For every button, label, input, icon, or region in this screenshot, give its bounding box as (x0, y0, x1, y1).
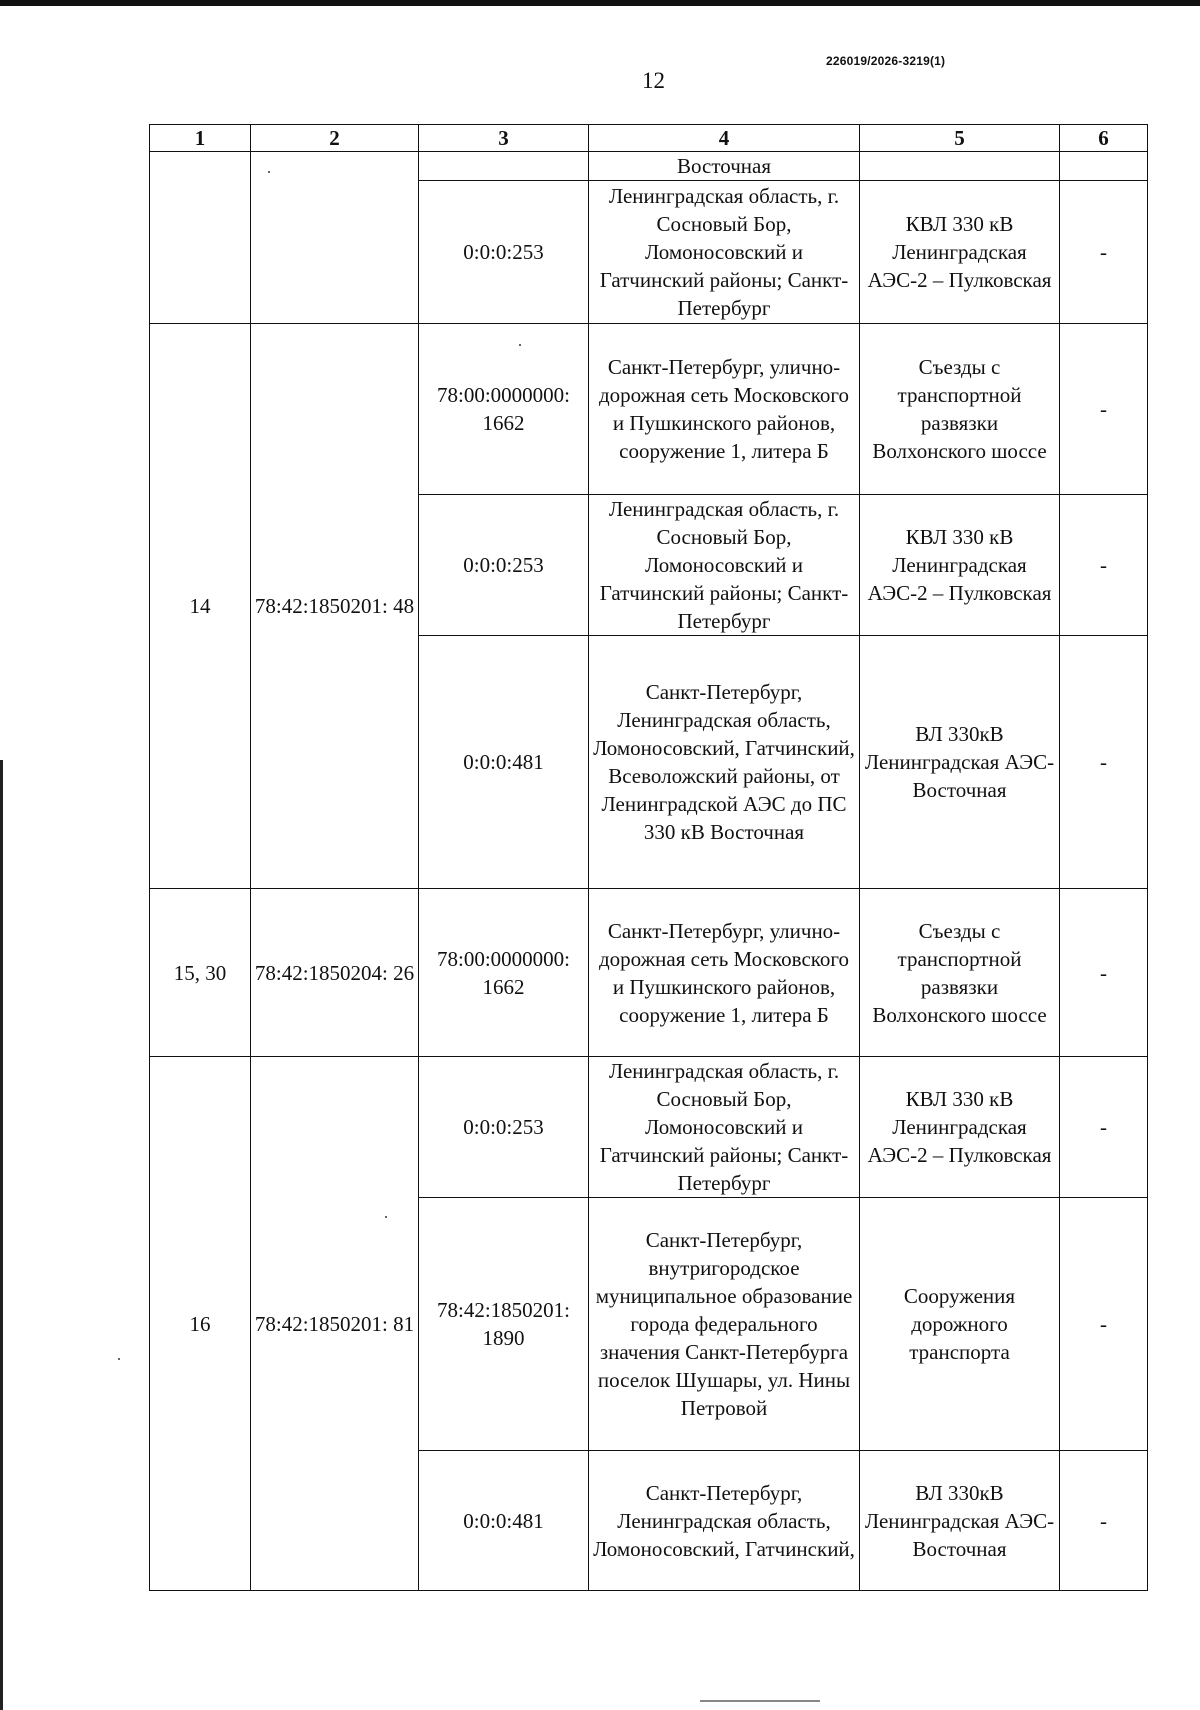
cadastral-number-cell: 78:42:1850201: 48 (251, 324, 419, 889)
object-name-cell: ВЛ 330кВ Ленинградская АЭС-Восточная (860, 1451, 1060, 1591)
scan-speck (118, 1358, 120, 1360)
note-cell: - (1060, 324, 1148, 495)
object-cadastral-cell (419, 152, 589, 181)
table-row (150, 152, 1148, 181)
location-cell: Санкт-Петербург, улично-дорожная сеть Московского и Пушкинского районов, сооружение 1, литера Б (589, 889, 860, 1057)
object-name-cell: Сооружения дорожного транспорта (860, 1198, 1060, 1451)
object-name-cell: КВЛ 330 кВ Ленинградская АЭС-2 – Пулковская (860, 181, 1060, 324)
row-number-cell: 15, 30 (150, 889, 251, 1057)
scan-speck (385, 1216, 387, 1218)
object-name-cell: ВЛ 330кВ Ленинградская АЭС-Восточная (860, 636, 1060, 889)
object-cadastral-cell: 78:42:1850201: 1890 (419, 1198, 589, 1451)
note-cell: - (1060, 1451, 1148, 1591)
location-cell: Санкт-Петербург, улично-дорожная сеть Московского и Пушкинского районов, сооружение 1, литера Б (589, 324, 860, 495)
column-header: 6 (1060, 125, 1148, 152)
table-row (150, 889, 1148, 1057)
column-header: 5 (860, 125, 1060, 152)
object-name-cell: КВЛ 330 кВ Ленинградская АЭС-2 – Пулковская (860, 1057, 1060, 1198)
location-cell: Санкт-Петербург, внутригородское муниципальное образование города федерального значения Санкт-Петербурга поселок Шушары, ул. Нины Петровой (589, 1198, 860, 1451)
note-cell: - (1060, 1057, 1148, 1198)
object-cadastral-cell: 0:0:0:481 (419, 1451, 589, 1591)
land-plot-table (149, 124, 1148, 1591)
note-cell (1060, 152, 1148, 181)
location-cell: Санкт-Петербург, Ленинградская область, Ломоносовский, Гатчинский, Всеволожский районы, от Ленинградской АЭС до ПС 330 кВ Восточная (589, 636, 860, 889)
object-cadastral-cell: 0:0:0:253 (419, 1057, 589, 1198)
table-row (150, 324, 1148, 495)
location-cell: Ленинградская область, г. Сосновый Бор, Ломоносовский и Гатчинский районы; Санкт-Петербург (589, 181, 860, 324)
scan-top-border (0, 0, 1200, 6)
table-header-row (150, 125, 1148, 152)
location-cell: Санкт-Петербург, Ленинградская область, Ломоносовский, Гатчинский, (589, 1451, 860, 1591)
object-cadastral-cell: 0:0:0:253 (419, 181, 589, 324)
note-cell: - (1060, 181, 1148, 324)
object-cadastral-cell: 0:0:0:253 (419, 495, 589, 636)
object-name-cell (860, 152, 1060, 181)
location-cell: Восточная (589, 152, 860, 181)
scan-speck (519, 344, 521, 346)
cadastral-number-cell: 78:42:1850204: 26 (251, 889, 419, 1057)
row-number-cell (150, 152, 251, 324)
note-cell: - (1060, 636, 1148, 889)
object-cadastral-cell: 78:00:0000000: 1662 (419, 324, 589, 495)
object-name-cell: КВЛ 330 кВ Ленинградская АЭС-2 – Пулковская (860, 495, 1060, 636)
note-cell: - (1060, 1198, 1148, 1451)
cadastral-number-cell: 78:42:1850201: 81 (251, 1057, 419, 1591)
object-cadastral-cell: 0:0:0:481 (419, 636, 589, 889)
column-header: 1 (150, 125, 251, 152)
note-cell: - (1060, 889, 1148, 1057)
column-header: 4 (589, 125, 860, 152)
cadastral-number-cell (251, 152, 419, 324)
row-number-cell: 14 (150, 324, 251, 889)
object-name-cell: Съезды с транспортной развязки Волхонского шоссе (860, 889, 1060, 1057)
note-cell: - (1060, 495, 1148, 636)
table-row (150, 1057, 1148, 1198)
location-cell: Ленинградская область, г. Сосновый Бор, Ломоносовский и Гатчинский районы; Санкт-Петербург (589, 1057, 860, 1198)
document-id: 226019/2026-3219(1) (826, 54, 946, 68)
scan-bottom-mark (700, 1700, 820, 1702)
column-header: 2 (251, 125, 419, 152)
page-number: 12 (642, 68, 665, 93)
object-name-cell: Съезды с транспортной развязки Волхонского шоссе (860, 324, 1060, 495)
column-header: 3 (419, 125, 589, 152)
location-cell: Ленинградская область, г. Сосновый Бор, Ломоносовский и Гатчинский районы; Санкт-Петербург (589, 495, 860, 636)
scan-left-border (0, 760, 3, 1710)
object-cadastral-cell: 78:00:0000000: 1662 (419, 889, 589, 1057)
row-number-cell: 16 (150, 1057, 251, 1591)
scan-speck (268, 171, 270, 173)
